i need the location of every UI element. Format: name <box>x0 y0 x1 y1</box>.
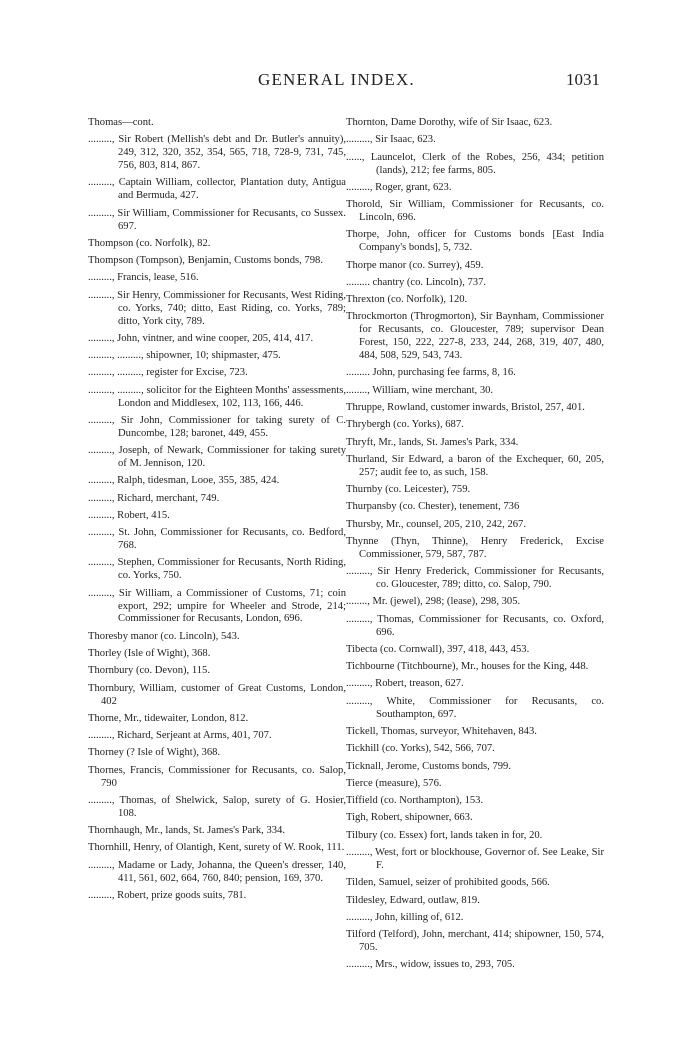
index-entry: Thornton, Dame Dorothy, wife of Sir Isaac, 623. <box>346 117 553 128</box>
index-subentry: ........., Thomas, of Shelwick, Salop, surety of G. Hosier, 108. <box>88 794 346 819</box>
index-subentry: ......, Launcelot, Clerk of the Robes, 256, 434; petition (lands), 212; fee farms, 805. <box>346 151 604 176</box>
index-entry: Thornhaugh, Mr., lands, St. James's Park, 334. <box>88 825 285 837</box>
index-entry: Tiffield (co. Northampton), 153. <box>346 795 484 807</box>
index-entry: Thorley (Isle of Wight), 368. <box>88 648 211 660</box>
index-subentry: ........., Sir Robert (Mellish's debt and Dr. Butler's annuity), 249, 312, 320, 352, 354, 565, 718, 728-9, 731, 745, 756, 803, 814, 867. <box>88 134 346 172</box>
index-subentry: ........., St. John, Commissioner for Recusants, co. Bedford, 768. <box>88 527 346 552</box>
index-entry: Tickhill (co. Yorks), 542, 566, 707. <box>346 743 495 755</box>
index-subentry: ........., Ralph, tidesman, Looe, 355, 385, 424. <box>88 475 280 487</box>
index-subentry: ........., Madame or Lady, Johanna, the Queen's dresser, 140, 411, 561, 602, 664, 760, 840; pension, 169, 370. <box>88 859 346 884</box>
index-subentry: ........., Captain William, collector, Plantation duty, Antigua and Bermuda, 427. <box>88 177 346 202</box>
index-subentry: ........., Sir Henry Frederick, Commissioner for Recusants, co. Gloucester, 789; ditto, co. Salop, 790. <box>346 566 604 591</box>
index-subentry: ........., Richard, merchant, 749. <box>88 492 220 504</box>
index-entry: Thryft, Mr., lands, St. James's Park, 334. <box>346 436 519 448</box>
index-entry: Thorney (? Isle of Wight), 368. <box>88 747 221 759</box>
index-subentry: ........., Sir William, Commissioner for Recusants, co Sussex. 697. <box>88 207 346 232</box>
index-entry: Thompson (co. Norfolk), 82. <box>88 237 211 249</box>
index-entry: Tibecta (co. Cornwall), 397, 418, 443, 453. <box>346 643 530 655</box>
index-entry: Thurland, Sir Edward, a baron of the Exchequer, 60, 205, 257; audit fee to, as such, 158. <box>346 453 604 478</box>
index-subentry: ........., John, killing of, 612. <box>346 911 464 923</box>
index-subentry: ........., West, fort or blockhouse, Governor of. See Leake, Sir F. <box>346 847 604 871</box>
index-entry: Thurnby (co. Leicester), 759. <box>346 484 471 496</box>
index-entry: Tildesley, Edward, outlaw, 819. <box>346 894 480 906</box>
index-entry: Thorne, Mr., tidewaiter, London, 812. <box>88 712 249 724</box>
index-entry: Thompson (Tompson), Benjamin, Customs bonds, 798. <box>88 255 323 267</box>
index-entry: Thursby, Mr., counsel, 205, 210, 242, 267. <box>346 518 526 530</box>
index-subentry: ........., Robert, treason, 627. <box>346 678 464 690</box>
index-subentry: ........., Mrs., widow, issues to, 293, 705. <box>346 959 515 971</box>
index-subentry: ........., ........., register for Excise, 723. <box>88 367 248 379</box>
index-entry: Thoresby manor (co. Lincoln), 543. <box>88 630 240 642</box>
index-subentry: ........., Joseph, of Newark, Commissioner for taking surety of M. Jennison, 120. <box>88 445 346 470</box>
index-entry: Thynne (Thyn, Thinne), Henry Frederick, Excise Commissioner, 579, 587, 787. <box>346 535 604 560</box>
index-subentry: ........., Stephen, Commissioner for Recusants, North Riding, co. Yorks, 750. <box>88 557 346 582</box>
index-subentry: ........., Sir John, Commissioner for taking surety of C. Duncombe, 128; baronet, 449, 455. <box>88 414 346 439</box>
index-entry: Thorpe manor (co. Surrey), 459. <box>346 259 484 271</box>
index-subentry: ........, William, wine merchant, 30. <box>346 384 494 396</box>
index-entry: Thorpe, John, officer for Customs bonds [East India Company's bonds], 5, 732. <box>346 229 604 254</box>
index-subentry: ........., Thomas, Commissioner for Recusants, co. Oxford, 696. <box>346 613 604 638</box>
index-entry: Tilbury (co. Essex) fort, lands taken in for, 20. <box>346 829 543 841</box>
index-entry: Threxton (co. Norfolk), 120. <box>346 294 468 306</box>
index-entry: Tilford (Telford), John, merchant, 414; shipowner, 150, 574, 705. <box>346 929 604 954</box>
index-entry: Tickell, Thomas, surveyor, Whitehaven, 843. <box>346 725 537 737</box>
index-entry: Tigh, Robert, shipowner, 663. <box>346 812 473 824</box>
index-subentry: ........., ........., shipowner, 10; shipmaster, 475. <box>88 350 281 362</box>
index-column-right <box>346 117 604 977</box>
index-entry: Thornbury, William, customer of Great Customs, London, 402 <box>88 682 346 707</box>
index-subentry: ........., Robert, prize goods suits, 781. <box>88 889 247 901</box>
index-subentry: ........., Sir Henry, Commissioner for Recusants, West Riding, co. Yorks, 740; ditto, East Riding, co. Yorks, 789; ditto, York city, 789. <box>88 289 346 327</box>
index-entry: Thrybergh (co. Yorks), 687. <box>346 419 464 431</box>
index-entry: Thomas—cont. <box>88 117 154 128</box>
index-subentry: ........, Mr. (jewel), 298; (lease), 298, 305. <box>346 596 521 608</box>
index-subentry: ........., Roger, grant, 623. <box>346 181 452 193</box>
index-entry: Thruppe, Rowland, customer inwards, Bristol, 257, 401. <box>346 402 585 413</box>
index-entry: Thornhill, Henry, of Olantigh, Kent, surety of W. Rook, 111. <box>88 842 345 854</box>
index-entry: Tilden, Samuel, seizer of prohibited goods, 566. <box>346 877 550 889</box>
index-subentry: ........., Richard, Serjeant at Arms, 401, 707. <box>88 730 272 742</box>
page-header <box>85 70 605 96</box>
index-subentry: ........., ........., solicitor for the Eighteen Months' assessments, London and Middlesex, 102, 113, 166, 446. <box>88 384 346 409</box>
index-entry: Thornes, Francis, Commissioner for Recusants, co. Salop, 790 <box>88 764 346 789</box>
running-title: GENERAL INDEX. <box>258 70 415 89</box>
index-entry: Tierce (measure), 576. <box>346 777 442 789</box>
index-entry: Throckmorton (Throgmorton), Sir Baynham, Commissioner for Recusants, co. Gloucester, 789; supervisor Dean Forest, 150, 222, 227-8, 233, 244, 268, 319, 407, 480, 484, 508, 529, 543, 743. <box>346 311 604 362</box>
index-entry: Ticknall, Jerome, Customs bonds, 799. <box>346 760 511 772</box>
page-number: 1031 <box>566 70 600 89</box>
index-subentry: ........., Robert, 415. <box>88 509 170 521</box>
index-subentry: ........., Sir Isaac, 623. <box>346 134 436 146</box>
index-subentry: ........., Sir William, a Commissioner of Customs, 71; coin export, 292; umpire for Wheeler and Strode, 214; Commissioner for Recusants, London, 696. <box>88 587 346 625</box>
index-entry: Thornbury (co. Devon), 115. <box>88 665 210 677</box>
index-subentry: ......... John, purchasing fee farms, 8, 16. <box>346 367 516 379</box>
index-entry: Tichbourne (Titchbourne), Mr., houses for the King, 448. <box>346 661 589 673</box>
index-subentry: ........., Francis, lease, 516. <box>88 272 199 284</box>
index-subentry: ........., John, vintner, and wine cooper, 205, 414, 417. <box>88 332 314 344</box>
index-subentry: ........., White, Commissioner for Recusants, co. Southampton, 697. <box>346 695 604 720</box>
index-entry: Thurpansby (co. Chester), tenement, 736 <box>346 501 520 513</box>
index-subentry: ......... chantry (co. Lincoln), 737. <box>346 276 487 288</box>
index-entry: Thorold, Sir William, Commissioner for Recusants, co. Lincoln, 696. <box>346 199 604 223</box>
index-column-left <box>88 117 346 907</box>
